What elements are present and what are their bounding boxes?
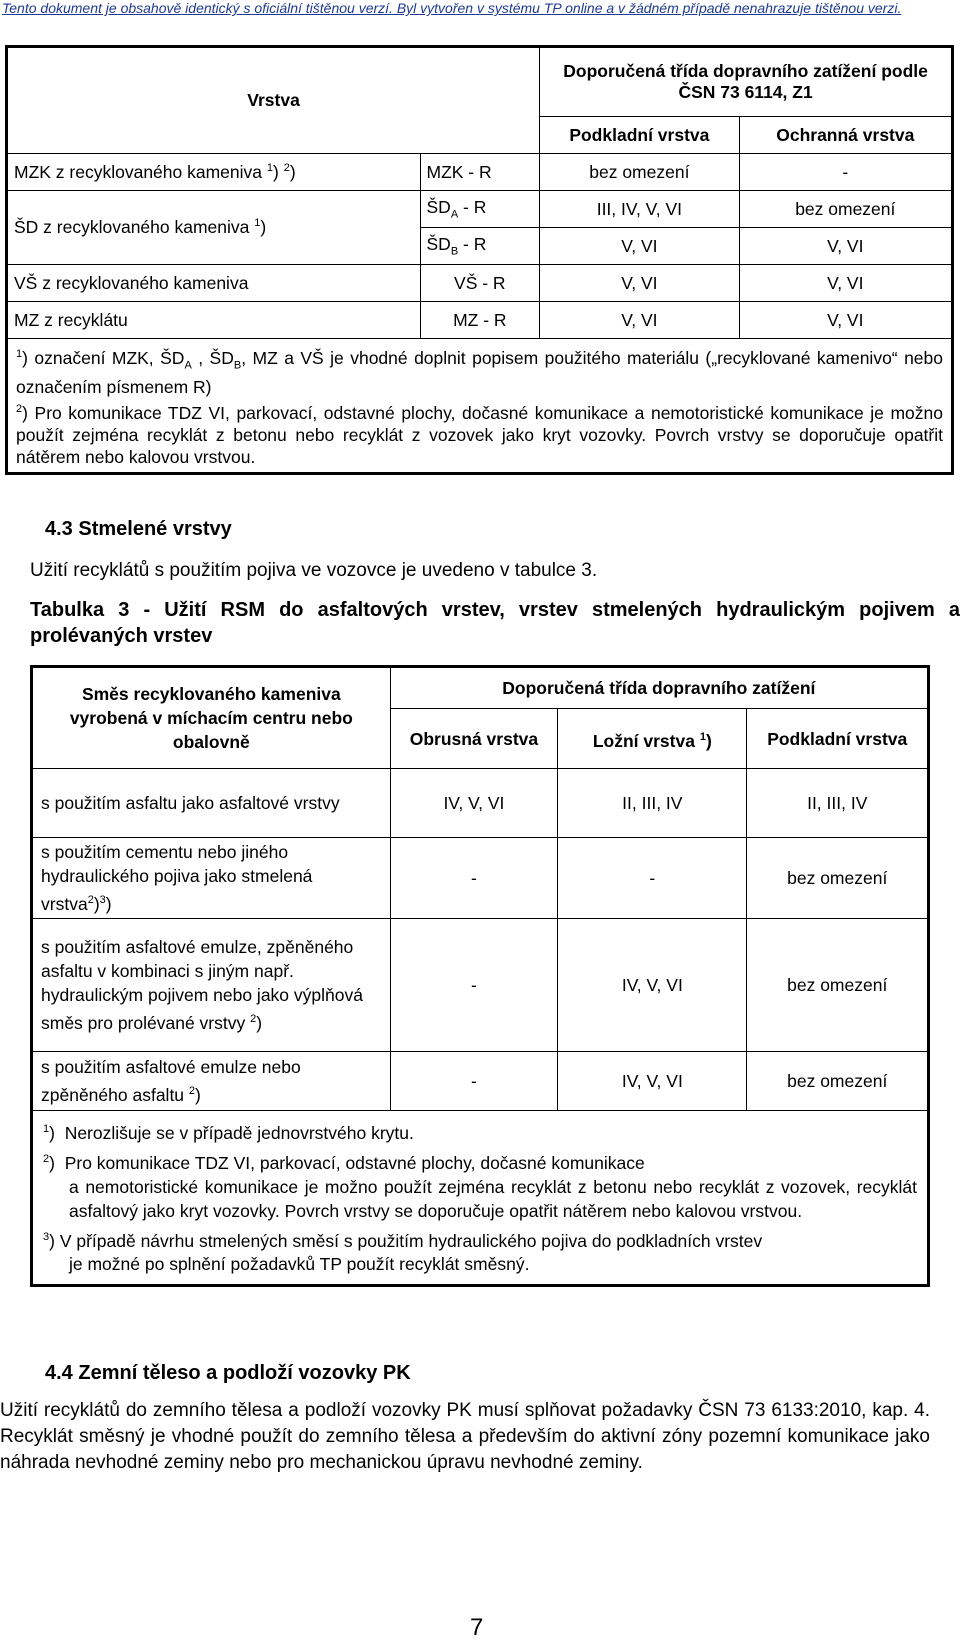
header-protective-layer: Ochranná vrstva bbox=[739, 117, 952, 154]
table-row bbox=[7, 265, 953, 302]
row-desc: s použitím asfaltu jako asfaltové vrstvy bbox=[32, 769, 391, 838]
table-row bbox=[32, 919, 929, 1052]
table-notes bbox=[32, 1111, 929, 1286]
section-heading-4-4: 4.4 Zemní těleso a podloží vozovky PK bbox=[45, 1362, 411, 1384]
row-name: VŠ z recyklovaného kameniva bbox=[7, 265, 421, 302]
row-protect: V, VI bbox=[739, 228, 952, 265]
table-row bbox=[7, 191, 953, 228]
row-name: ŠD z recyklovaného kameniva $^1$) bbox=[7, 191, 421, 265]
row-code: MZ - R bbox=[420, 302, 540, 339]
row-bed: - bbox=[558, 838, 747, 919]
header-load-class: Doporučená třída dopravního zatížení bbox=[390, 667, 928, 709]
section-intro: Užití recyklátů s použitím pojiva ve vozovce je uvedeno v tabulce 3. bbox=[30, 560, 598, 581]
row-base: bez omezení bbox=[747, 1052, 929, 1111]
table-row bbox=[32, 769, 929, 838]
recycled-aggregate-table bbox=[5, 45, 954, 475]
row-bed: IV, V, VI bbox=[558, 919, 747, 1052]
row-protect: - bbox=[739, 154, 952, 191]
table-row bbox=[7, 302, 953, 339]
header-base-course: Podkladní vrstva bbox=[747, 709, 929, 769]
row-bed: IV, V, VI bbox=[558, 1052, 747, 1111]
row-base: III, IV, V, VI bbox=[540, 191, 739, 228]
header-mix: Směs recyklovaného kameniva vyrobená v míchacím centru nebo obalovně bbox=[32, 667, 391, 769]
table-row bbox=[32, 838, 929, 919]
row-protect: V, VI bbox=[739, 302, 952, 339]
row-protect: V, VI bbox=[739, 265, 952, 302]
row-base: V, VI bbox=[540, 302, 739, 339]
row-wear: - bbox=[390, 838, 558, 919]
table-notes bbox=[7, 339, 953, 474]
section-heading-4-3: 4.3 Stmelené vrstvy bbox=[45, 518, 232, 540]
row-base: V, VI bbox=[540, 228, 739, 265]
header-binder-course: Ložní vrstva $^1$) bbox=[558, 709, 747, 769]
footnote-3: $^3$) V případě návrhu stmelených směsí s použitím hydraulického pojiva do podkladních vrstev je možné po splnění požadavků TP použít recyklát směsný. bbox=[43, 1230, 763, 1275]
row-code: $ŠD_B$ - R bbox=[420, 228, 540, 265]
page-number: 7 bbox=[470, 1614, 484, 1641]
disclaimer-banner: Tento dokument je obsahově identický s oficiální tištěnou verzí. Byl vytvořen v systému TP online a v žádném případě nenahrazuje tištěnou verzi. bbox=[2, 0, 902, 16]
section-body: Užití recyklátů do zemního tělesa a podloží vozovky PK musí splňovat požadavky ČSN 73 6133:2010, kap. 4. Recyklát směsný je vhodné použít do zemního tělesa a především do aktivní zóny pozemní komunikace jako náhrada nevhodné zeminy nebo pro mechanickou úpravu nevhodné zeminy. bbox=[0, 1400, 930, 1473]
row-base: bez omezení bbox=[540, 154, 739, 191]
row-base: bez omezení bbox=[747, 919, 929, 1052]
header-load-class: Doporučená třída dopravního zatížení podle ČSN 73 6114, Z1 bbox=[540, 47, 953, 117]
row-code: $ŠD_A$ - R bbox=[420, 191, 540, 228]
header-wearing-course: Obrusná vrstva bbox=[390, 709, 558, 769]
table-row bbox=[32, 1052, 929, 1111]
row-base: bez omezení bbox=[747, 838, 929, 919]
row-desc: s použitím asfaltové emulze nebo zpěněného asfaltu $^2$) bbox=[32, 1052, 391, 1111]
row-wear: - bbox=[390, 1052, 558, 1111]
table-row bbox=[7, 154, 953, 191]
row-name: MZ z recyklátu bbox=[7, 302, 421, 339]
row-protect: bez omezení bbox=[739, 191, 952, 228]
row-desc: s použitím cementu nebo jiného hydraulického pojiva jako stmelená vrstva$^2$)$^3$) bbox=[32, 838, 391, 919]
footnote-1: $^1$) Nerozlišuje se v případě jednovrstvého krytu. bbox=[43, 1122, 414, 1143]
row-desc: s použitím asfaltové emulze, zpěněného asfaltu v kombinaci s jiným např. hydraulickým pojivem nebo jako výplňová směs pro prolévané vrstvy $^2$) bbox=[32, 919, 391, 1052]
row-bed: II, III, IV bbox=[558, 769, 747, 838]
row-wear: IV, V, VI bbox=[390, 769, 558, 838]
table-caption: Tabulka 3 - Užití RSM do asfaltových vrstev, vrstev stmelených hydraulickým pojivem a prolévaných vrstev bbox=[30, 599, 960, 647]
footnote-2: $^2$) Pro komunikace TDZ VI, parkovací, odstavné plochy, dočasné komunikace a nemotoristické komunikace je možno použít zejména recyklát z betonu nebo recyklát z vozovek, recyklát asfaltový jako kryt vozovky. Povrch vrstvy se doporučuje opatřit nátěrem nebo kalovou vrstvou. bbox=[43, 1152, 917, 1221]
row-code: VŠ - R bbox=[420, 265, 540, 302]
row-base: II, III, IV bbox=[747, 769, 929, 838]
note-1: $^1$) označení MZK, $ŠD_A$ , $ŠD_B$, MZ a VŠ je vhodné doplnit popisem použitého materiálu („recyklované kamenivo“ nebo označením písmenem R) bbox=[16, 347, 943, 398]
row-name: MZK z recyklovaného kameniva $^1$) $^2$) bbox=[7, 154, 421, 191]
header-layer: Vrstva bbox=[7, 47, 540, 154]
row-code: MZK - R bbox=[420, 154, 540, 191]
header-base-layer: Podkladní vrstva bbox=[540, 117, 739, 154]
row-wear: - bbox=[390, 919, 558, 1052]
row-base: V, VI bbox=[540, 265, 739, 302]
rsm-usage-table bbox=[30, 665, 930, 1287]
note-2: $^2$) Pro komunikace TDZ VI, parkovací, odstavné plochy, dočasné komunikace a nemotoristické komunikace je možno použít zejména recyklát z betonu nebo recyklát z vozovek jako kryt vozovky. Povrch vrstvy se doporučuje opatřit nátěrem nebo kalovou vrstvou. bbox=[16, 403, 943, 468]
